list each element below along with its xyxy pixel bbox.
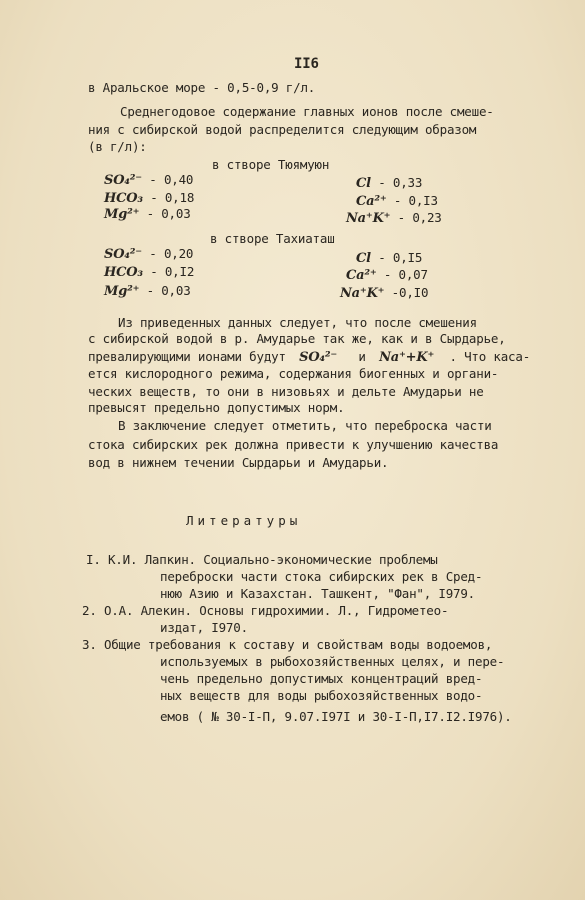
ion-row xyxy=(104,190,194,207)
ion-value: - 0,20 xyxy=(149,246,194,261)
text-line: стока сибирских рек должна привести к улучшению качества xyxy=(88,437,499,452)
station-title: в створе Тюямуюн xyxy=(212,157,330,172)
ion-formula: HCO₃ xyxy=(104,191,143,206)
text-line xyxy=(88,349,530,366)
ion-value: - 0,I5 xyxy=(378,250,423,265)
reference-line: нюю Азию и Казахстан. Ташкент, "Фан", I979. xyxy=(160,586,476,601)
section-heading: Литературы xyxy=(186,513,302,528)
ion-value: - 0,I2 xyxy=(150,264,195,279)
station-title: в створе Тахиаташ xyxy=(210,231,335,246)
text-line: в Аральское море - 0,5-0,9 г/л. xyxy=(88,80,316,95)
ion-formula: Cl xyxy=(356,176,371,191)
ion-row xyxy=(104,264,194,281)
text-line: вод в нижнем течении Сырдарьи и Амударьи. xyxy=(88,455,389,470)
ion-row xyxy=(104,246,193,263)
ion-row xyxy=(346,267,428,284)
text-line: (в г/л): xyxy=(88,139,147,154)
ion-formula: Mg²⁺ xyxy=(104,284,140,299)
ion-formula: HCO₃ xyxy=(104,265,143,280)
text-line: Из приведенных данных следует, что после смешения xyxy=(118,315,477,330)
text-fragment: . Что каса- xyxy=(449,349,531,364)
ion-formula: Ca²⁺ xyxy=(346,268,377,283)
ion-formula: Mg²⁺ xyxy=(104,207,140,222)
ion-formula: Cl xyxy=(356,251,371,266)
ion-formula: Ca²⁺ xyxy=(356,194,387,209)
ion-row xyxy=(356,250,422,267)
ion-row xyxy=(104,172,193,189)
ion-value: - 0,23 xyxy=(397,210,442,225)
reference-line: емов ( № 30-I-П, 9.07.I97I и 30-I-П,I7.I2.I976). xyxy=(160,709,512,724)
ion-row xyxy=(356,175,422,192)
ion-formula: Na⁺K⁺ xyxy=(346,211,391,226)
text-line: ется кислородного режима, содержания биогенных и органи- xyxy=(88,366,499,381)
ion-value: - 0,40 xyxy=(149,172,194,187)
text-fragment: и xyxy=(358,349,366,364)
ion-formula: Na⁺K⁺ xyxy=(340,286,385,301)
ion-value: - 0,03 xyxy=(146,206,191,221)
ion-formula: SO₄²⁻ xyxy=(104,173,142,188)
ion-value: - 0,18 xyxy=(150,190,195,205)
text-line: с сибирской водой в р. Амударье так же, как и в Сырдарье, xyxy=(88,331,506,346)
reference-line: переброски части стока сибирских рек в Сред- xyxy=(160,569,483,584)
ion-formula: SO₄²⁻ xyxy=(104,247,142,262)
ion-value: - 0,07 xyxy=(383,267,428,282)
ion-value: -0,I0 xyxy=(391,285,429,300)
text-line: Среднегодовое содержание главных ионов после смеше- xyxy=(120,104,494,119)
page-number: II6 xyxy=(294,56,319,72)
ion-row xyxy=(356,193,438,210)
text-line: ния с сибирской водой распределится следующим образом xyxy=(88,122,477,137)
ion-value: - 0,I3 xyxy=(393,193,438,208)
ion-row xyxy=(104,206,191,223)
reference-line: 2. О.А. Алекин. Основы гидрохимии. Л., Гидрометео- xyxy=(82,603,449,618)
text-line: ческих веществ, то они в низовьях и дельте Амударьи не xyxy=(88,384,484,399)
ion-formula: Na⁺+K⁺ xyxy=(379,350,435,365)
reference-line: чень предельно допустимых концентраций вред- xyxy=(160,671,483,686)
ion-row xyxy=(104,283,191,300)
reference-line: используемых в рыбохозяйственных целях, и пере- xyxy=(160,654,505,669)
ion-row xyxy=(346,210,442,227)
ion-formula: SO₄²⁻ xyxy=(299,350,338,365)
reference-line: 3. Общие требования к составу и свойствам воды водоемов, xyxy=(82,637,493,652)
ion-value: - 0,03 xyxy=(146,283,191,298)
reference-line: издат, I970. xyxy=(160,620,248,635)
text-line: превысят предельно допустимых норм. xyxy=(88,400,345,415)
text-fragment: превалирующими ионами будут xyxy=(88,349,286,364)
text-line: В заключение следует отметить, что переброска части xyxy=(118,418,492,433)
ion-value: - 0,33 xyxy=(378,175,423,190)
reference-line: ных веществ для воды рыбохозяйственных водо- xyxy=(160,688,483,703)
reference-line: I. К.И. Лапкин. Социально-экономические проблемы xyxy=(86,552,438,567)
ion-row xyxy=(340,285,428,302)
